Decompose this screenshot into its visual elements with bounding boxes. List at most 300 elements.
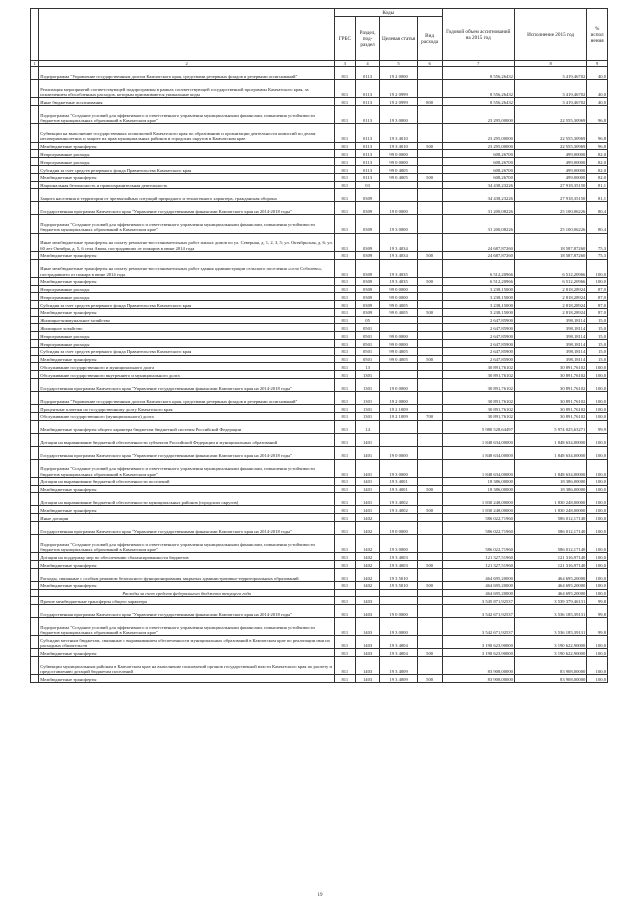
row-execution: 3 536 185,39131	[514, 618, 586, 636]
row-percent: 75,3	[587, 233, 608, 251]
row-expense-type	[417, 106, 442, 124]
table-row	[31, 675, 608, 683]
col-number: 1	[31, 61, 39, 67]
row-number	[31, 332, 39, 340]
row-expense-type	[417, 189, 442, 202]
row-execution: 1 848 634,00000	[514, 446, 586, 459]
row-execution: 586 012,17140	[514, 522, 586, 535]
row-annual: 2 647,85900	[442, 332, 514, 340]
row-annual: 34 438,23226	[442, 189, 514, 202]
row-expense-type: 500	[417, 581, 442, 589]
row-expense-type	[417, 605, 442, 618]
row-name: Национальная безопасность и правоохранительная деятельность	[39, 181, 335, 189]
row-annual: 464 695,20000	[442, 581, 514, 589]
row-expense-type	[417, 67, 442, 80]
table-row	[31, 251, 608, 259]
row-number	[31, 124, 39, 142]
row-section: 0309	[355, 189, 380, 202]
table-row	[31, 522, 608, 535]
row-percent: 100,0	[587, 657, 608, 675]
row-expense-type	[417, 347, 442, 355]
row-section: 0309	[355, 308, 380, 316]
row-article: 19 2 1009	[380, 412, 417, 420]
row-percent: 100,0	[587, 363, 608, 371]
row-expense-type	[417, 493, 442, 506]
row-number	[31, 618, 39, 636]
table-row	[31, 581, 608, 589]
row-article: 19 3 4004	[380, 636, 417, 649]
row-name: Непрограммные расходы	[39, 150, 335, 158]
execution-header: Исполнение 2015 год	[514, 9, 586, 61]
row-grbs: 811	[334, 657, 355, 675]
row-percent: 100,0	[587, 405, 608, 413]
row-annual: 3 542 671,92537	[442, 618, 514, 636]
row-execution: 2 818,28924	[514, 308, 586, 316]
row-percent: 100,0	[587, 259, 608, 277]
row-section: 1401	[355, 459, 380, 477]
row-name: Межбюджетные трансферты	[39, 675, 335, 683]
row-number	[31, 589, 39, 597]
row-expense-type	[417, 446, 442, 459]
row-number	[31, 301, 39, 309]
row-article: 19 3 4035	[380, 277, 417, 285]
table-row	[31, 657, 608, 675]
row-section: 1403	[355, 618, 380, 636]
row-number	[31, 215, 39, 233]
row-grbs: 811	[334, 597, 355, 605]
col-number: 7	[442, 61, 514, 67]
row-grbs: 811	[334, 293, 355, 301]
row-number	[31, 568, 39, 581]
table-row	[31, 535, 608, 553]
row-name: Субсидия за счет средств резервного фонда Правительства Камчатского края	[39, 165, 335, 173]
row-article: 19 2 1009	[380, 405, 417, 413]
row-grbs: 811	[334, 553, 355, 561]
row-article	[380, 371, 417, 379]
name-header	[39, 9, 335, 61]
row-section: 1301	[355, 371, 380, 379]
row-article: 19 2 0999	[380, 98, 417, 106]
table-row	[31, 446, 608, 459]
row-article	[380, 589, 417, 597]
row-percent: 15,0	[587, 347, 608, 355]
row-annual: 8 556,26432	[442, 98, 514, 106]
row-percent: 100,0	[587, 636, 608, 649]
row-article: 19 3 4003	[380, 561, 417, 569]
row-article: 19 3 4034	[380, 233, 417, 251]
row-grbs: 811	[334, 371, 355, 379]
row-section: 14	[355, 420, 380, 433]
row-annual: 1 848 634,00000	[442, 446, 514, 459]
row-section: 1403	[355, 597, 380, 605]
row-expense-type: 500	[417, 355, 442, 363]
row-article: 19 3 4009	[380, 675, 417, 683]
row-grbs: 811	[334, 605, 355, 618]
row-annual: 1 848 634,00000	[442, 433, 514, 446]
row-percent: 100,0	[587, 649, 608, 657]
row-expense-type	[417, 124, 442, 142]
row-article	[380, 316, 417, 324]
col-number: 3	[334, 61, 355, 67]
row-expense-type	[417, 202, 442, 215]
row-number	[31, 405, 39, 413]
row-name: Реализация мероприятий соответствующей подпрограммы в рамках соответствующей государственной программы Камчатского края, за исключением обособленных расходов, которым присваиваются уникальные коды	[39, 80, 335, 98]
row-execution: 83 908,00000	[514, 657, 586, 675]
row-number	[31, 597, 39, 605]
row-expense-type	[417, 301, 442, 309]
table-row	[31, 433, 608, 446]
row-number	[31, 485, 39, 493]
row-annual: 83 908,00000	[442, 675, 514, 683]
table-row	[31, 493, 608, 506]
row-expense-type: 500	[417, 649, 442, 657]
row-execution: 22 555,30969	[514, 142, 586, 150]
row-section: 0309	[355, 202, 380, 215]
row-article: 19 0 0000	[380, 522, 417, 535]
row-article: 19 0 0000	[380, 379, 417, 392]
row-expense-type: 700	[417, 412, 442, 420]
row-grbs: 811	[334, 165, 355, 173]
row-expense-type	[417, 522, 442, 535]
row-section: 0501	[355, 340, 380, 348]
row-number	[31, 605, 39, 618]
row-annual: 3 542 671,92537	[442, 605, 514, 618]
row-grbs: 811	[334, 412, 355, 420]
table-row	[31, 553, 608, 561]
row-article	[380, 324, 417, 332]
row-execution: 3 190 622,90000	[514, 636, 586, 649]
row-name: Обслуживание государственного внутреннего и муниципального долга	[39, 371, 335, 379]
row-expense-type	[417, 371, 442, 379]
row-name: Субсидии местным бюджетам, связанные с выравниванием обеспеченности муниципальных образований в Камчатском крае по реализации ими их расходных обязательств	[39, 636, 335, 649]
row-name: Дотации на выравнивание бюджетной обеспеченности субъектов Российской Федерации и муниципальных образований	[39, 433, 335, 446]
row-article: 19 3 4002	[380, 506, 417, 514]
row-name: Межбюджетные трансферты	[39, 561, 335, 569]
row-article: 99 0 0000	[380, 340, 417, 348]
row-grbs: 811	[334, 355, 355, 363]
row-article: 19 3 4002	[380, 493, 417, 506]
row-expense-type	[417, 379, 442, 392]
col-number: 6	[417, 61, 442, 67]
row-number	[31, 657, 39, 675]
row-execution: 6 512,20966	[514, 277, 586, 285]
row-section: 03	[355, 181, 380, 189]
row-annual: 24 687,87260	[442, 251, 514, 259]
row-execution: 83 908,00000	[514, 675, 586, 683]
table-row	[31, 233, 608, 251]
row-section: 0113	[355, 142, 380, 150]
row-article: 19 2 0000	[380, 67, 417, 80]
row-name: Иные бюджетные ассигнования	[39, 98, 335, 106]
row-article: 19 3 5010	[380, 568, 417, 581]
row-name: Дотации на выравнивание бюджетной обеспеченности муниципальных районов (городских округов)	[39, 493, 335, 506]
row-name: Межбюджетные трансферты	[39, 581, 335, 589]
row-expense-type	[417, 405, 442, 413]
row-percent: 100,0	[587, 581, 608, 589]
row-execution: 18 587,87260	[514, 233, 586, 251]
row-expense-type	[417, 285, 442, 293]
row-name: Процентные платежи по государственному долгу Камчатского края	[39, 405, 335, 413]
row-section: 1402	[355, 522, 380, 535]
row-execution: 3 419,46702	[514, 98, 586, 106]
row-article: 19 3 4035	[380, 259, 417, 277]
table-row	[31, 202, 608, 215]
row-execution: 499,00000	[514, 173, 586, 181]
row-grbs: 811	[334, 392, 355, 405]
row-expense-type	[417, 459, 442, 477]
row-article: 99 0 0000	[380, 293, 417, 301]
row-number-header	[31, 9, 39, 61]
row-annual: 464 695,20000	[442, 589, 514, 597]
row-grbs: 811	[334, 215, 355, 233]
row-article: 19 3 4010	[380, 142, 417, 150]
row-number	[31, 514, 39, 522]
row-annual: 83 908,00000	[442, 657, 514, 675]
row-name: Иные межбюджетные трансферты на оплату ремонтно-восстановительных работ жилых домов по ул. Северная, д. 1, 2, 3, 5; ул. Октябрьская, д. 6; ул. 60 лет Октября, д. 5, 6 села Авача, пострадавших от пожаров в июне 2014 года	[39, 233, 335, 251]
row-expense-type: 500	[417, 561, 442, 569]
row-article: 19 3 5010	[380, 581, 417, 589]
table-row	[31, 124, 608, 142]
article-header: Целевая статья	[380, 17, 417, 61]
row-expense-type	[417, 433, 442, 446]
row-section: 1401	[355, 506, 380, 514]
row-section: 0113	[355, 67, 380, 80]
row-number	[31, 493, 39, 506]
row-section: 1301	[355, 412, 380, 420]
row-article	[380, 363, 417, 371]
row-percent: 100,0	[587, 514, 608, 522]
row-article: 19 0 0000	[380, 446, 417, 459]
row-execution: 3 539 379,46131	[514, 597, 586, 605]
row-number	[31, 181, 39, 189]
row-annual: 3 545 871,92537	[442, 597, 514, 605]
row-expense-type	[417, 636, 442, 649]
row-expense-type	[417, 420, 442, 433]
row-expense-type	[417, 340, 442, 348]
table-row	[31, 332, 608, 340]
row-article	[380, 514, 417, 522]
row-percent: 15,0	[587, 355, 608, 363]
row-expense-type	[417, 363, 442, 371]
row-percent: 87,0	[587, 293, 608, 301]
row-annual: 608,26700	[442, 150, 514, 158]
row-execution: 586 012,17140	[514, 535, 586, 553]
row-expense-type	[417, 332, 442, 340]
row-article	[380, 420, 417, 433]
row-name: Межбюджетные трансферты	[39, 142, 335, 150]
row-name: Дотации на поддержку мер по обеспечению сбалансированности бюджетов	[39, 553, 335, 561]
row-name: Непрограммные расходы	[39, 158, 335, 166]
row-annual: 31 200,08226	[442, 215, 514, 233]
codes-header: Коды	[334, 9, 442, 17]
row-article	[380, 597, 417, 605]
row-annual: 3 238,15000	[442, 308, 514, 316]
table-row	[31, 142, 608, 150]
row-number	[31, 308, 39, 316]
row-expense-type: 500	[417, 485, 442, 493]
row-execution: 2 818,28924	[514, 293, 586, 301]
row-annual: 3 238,15000	[442, 285, 514, 293]
row-name: Государственная программа Камчатского края "Управление государственными финансами Камчатского края на 2014-2018 годы"	[39, 379, 335, 392]
row-annual: 30 891,76102	[442, 405, 514, 413]
row-name: Непрограммные расходы	[39, 293, 335, 301]
table-row	[31, 316, 608, 324]
row-section: 1402	[355, 561, 380, 569]
row-execution: 1 830 248,00000	[514, 506, 586, 514]
table-row	[31, 301, 608, 309]
row-number	[31, 675, 39, 683]
row-grbs: 811	[334, 433, 355, 446]
row-percent: 15,0	[587, 340, 608, 348]
row-annual: 3 238,15000	[442, 301, 514, 309]
row-number	[31, 80, 39, 98]
row-grbs: 811	[334, 124, 355, 142]
row-percent: 87,0	[587, 301, 608, 309]
row-section: 1402	[355, 581, 380, 589]
row-percent: 15,0	[587, 332, 608, 340]
row-expense-type	[417, 316, 442, 324]
row-number	[31, 433, 39, 446]
percent-header: % испол нения	[587, 9, 608, 61]
row-expense-type	[417, 657, 442, 675]
budget-table-page	[30, 8, 608, 683]
row-percent: 100,0	[587, 277, 608, 285]
row-article: 99 0 0000	[380, 158, 417, 166]
row-execution: 464 695,20000	[514, 589, 586, 597]
row-grbs: 811	[334, 420, 355, 433]
row-grbs: 811	[334, 233, 355, 251]
row-grbs: 811	[334, 324, 355, 332]
row-section: 1301	[355, 405, 380, 413]
row-grbs: 811	[334, 477, 355, 485]
row-grbs: 811	[334, 67, 355, 80]
table-row	[31, 293, 608, 301]
row-execution: 18 386,00000	[514, 485, 586, 493]
row-execution: 121 316,97140	[514, 553, 586, 561]
table-row	[31, 506, 608, 514]
row-percent: 99,8	[587, 605, 608, 618]
row-number	[31, 324, 39, 332]
table-row	[31, 618, 608, 636]
row-grbs: 811	[334, 446, 355, 459]
row-grbs: 811	[334, 301, 355, 309]
row-article: 19 0 0000	[380, 605, 417, 618]
row-percent: 100,0	[587, 522, 608, 535]
row-section: 1401	[355, 477, 380, 485]
row-grbs: 811	[334, 493, 355, 506]
row-section: 0309	[355, 215, 380, 233]
row-section: 1403	[355, 636, 380, 649]
row-grbs: 811	[334, 347, 355, 355]
table-row	[31, 605, 608, 618]
row-grbs: 811	[334, 568, 355, 581]
table-row	[31, 189, 608, 202]
col-number: 5	[380, 61, 417, 67]
row-expense-type	[417, 477, 442, 485]
row-name: Субсидия за счет средств резервного фонда Правительства Камчатского края	[39, 347, 335, 355]
row-section: 0309	[355, 301, 380, 309]
row-percent: 96,8	[587, 106, 608, 124]
table-row	[31, 597, 608, 605]
row-section: 1301	[355, 379, 380, 392]
row-number	[31, 316, 39, 324]
row-section: 0113	[355, 80, 380, 98]
table-row	[31, 561, 608, 569]
row-article: 19 3 0000	[380, 215, 417, 233]
table-row	[31, 392, 608, 405]
row-article: 19 3 4004	[380, 649, 417, 657]
col-number: 9	[587, 61, 608, 67]
annual-header: Годовой объем ассигнований на 2015 год	[442, 9, 514, 61]
row-name: Межбюджетные трансферты	[39, 355, 335, 363]
row-article: 19 3 0000	[380, 106, 417, 124]
row-annual: 30 891,76102	[442, 412, 514, 420]
row-name: Непрограммные расходы	[39, 340, 335, 348]
row-execution: 398,18114	[514, 316, 586, 324]
row-percent: 100,0	[587, 412, 608, 420]
row-name: Иные дотации	[39, 514, 335, 522]
row-section: 1401	[355, 446, 380, 459]
row-name: Расходы, связанные с особым режимом безопасного функционирования закрытых административно-территориальных образований	[39, 568, 335, 581]
row-article: 99 0 0000	[380, 332, 417, 340]
row-grbs: 811	[334, 405, 355, 413]
row-execution: 3 190 622,90000	[514, 649, 586, 657]
row-number	[31, 649, 39, 657]
row-number	[31, 535, 39, 553]
row-grbs: 811	[334, 649, 355, 657]
row-annual: 3 238,15000	[442, 293, 514, 301]
table-row	[31, 347, 608, 355]
row-percent: 99,8	[587, 597, 608, 605]
expense-type-header: Вид расхода	[417, 17, 442, 61]
row-section: 0309	[355, 285, 380, 293]
table-row	[31, 589, 608, 597]
row-percent: 100,0	[587, 493, 608, 506]
row-expense-type	[417, 324, 442, 332]
row-number	[31, 363, 39, 371]
row-annual: 608,26700	[442, 158, 514, 166]
row-number	[31, 165, 39, 173]
row-expense-type	[417, 553, 442, 561]
row-number	[31, 277, 39, 285]
table-row	[31, 67, 608, 80]
row-execution: 18 386,00000	[514, 477, 586, 485]
row-execution: 25 100,06226	[514, 215, 586, 233]
table-row	[31, 285, 608, 293]
table-row	[31, 158, 608, 166]
row-percent: 82,0	[587, 165, 608, 173]
row-execution: 30 891,76102	[514, 412, 586, 420]
row-percent: 100,0	[587, 379, 608, 392]
row-execution: 398,18114	[514, 324, 586, 332]
row-article: 99 0 4005	[380, 173, 417, 181]
row-expense-type: 500	[417, 506, 442, 514]
row-grbs: 811	[334, 142, 355, 150]
row-section: 0113	[355, 150, 380, 158]
row-annual: 24 687,87260	[442, 233, 514, 251]
row-section: 0309	[355, 277, 380, 285]
row-name: Обслуживание государственного (муниципального) долга	[39, 412, 335, 420]
row-grbs: 811	[334, 332, 355, 340]
row-name: Межбюджетные трансферты	[39, 173, 335, 181]
table-row	[31, 371, 608, 379]
row-grbs	[334, 589, 355, 597]
row-number	[31, 420, 39, 433]
col-number: 2	[39, 61, 335, 67]
row-section: 1401	[355, 485, 380, 493]
row-percent: 87,0	[587, 285, 608, 293]
table-body	[31, 67, 608, 683]
